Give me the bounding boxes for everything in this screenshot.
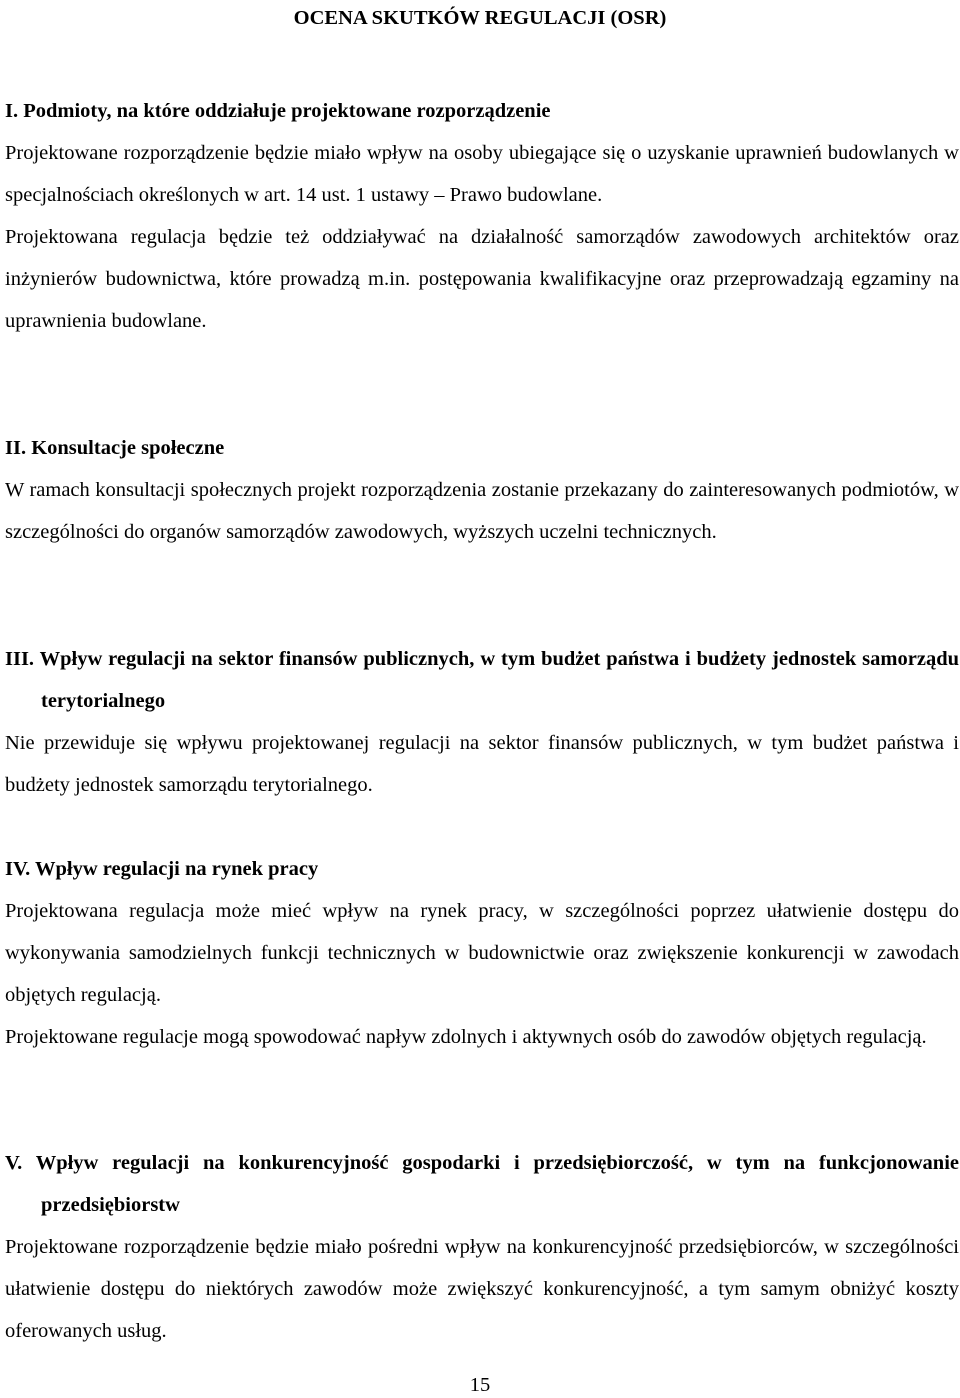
section-labour-market [5, 848, 959, 1058]
section-heading: IV. Wpływ regulacji na rynek pracy [5, 858, 319, 880]
document-title: OCENA SKUTKÓW REGULACJI (OSR) [293, 7, 667, 29]
section-heading: II. Konsultacje społeczne [5, 437, 225, 459]
section-competitiveness [5, 1142, 959, 1352]
section-paragraph: Nie przewiduje się wpływu projektowanej regulacji na sektor finansów publicznych, w tym budżet państwa i budżety jednostek samorządu terytorialnego. [5, 732, 959, 796]
page-number: 15 [469, 1374, 491, 1396]
section-heading: I. Podmioty, na które oddziałuje projektowane rozporządzenie [5, 100, 551, 122]
section-entities [5, 90, 959, 342]
section-paragraph: Projektowane rozporządzenie będzie miało pośredni wpływ na konkurencyjność przedsiębiorców, w szczególności ułatwienie dostępu do niektórych zawodów może zwiększyć konkurencyjność, a tym samym obniżyć koszty oferowanych usług. [5, 1236, 959, 1342]
section-consultations [5, 427, 959, 553]
section-heading: III. Wpływ regulacji na sektor finansów publicznych, w tym budżet państwa i budżety jednostek samorządu terytorialnego [5, 648, 959, 712]
section-heading: V. Wpływ regulacji na konkurencyjność gospodarki i przedsiębiorczość, w tym na funkcjonowanie przedsiębiorstw [5, 1152, 959, 1216]
section-paragraph: W ramach konsultacji społecznych projekt rozporządzenia zostanie przekazany do zainteresowanych podmiotów, w szczególności do organów samorządów zawodowych, wyższych uczelni technicznych. [5, 479, 959, 543]
section-paragraph: Projektowane regulacje mogą spowodować napływ zdolnych i aktywnych osób do zawodów objętych regulacją. [5, 1026, 927, 1048]
section-paragraph: Projektowane rozporządzenie będzie miało wpływ na osoby ubiegające się o uzyskanie uprawnień budowlanych w specjalnościach określonych w art. 14 ust. 1 ustawy – Prawo budowlane. [5, 142, 959, 206]
section-public-finance [5, 638, 959, 806]
section-paragraph: Projektowana regulacja będzie też oddziaływać na działalność samorządów zawodowych architektów oraz inżynierów budownictwa, które prowadzą m.in. postępowania kwalifikacyjne oraz przeprowadzają egzaminy na uprawnienia budowlane. [5, 226, 959, 332]
section-paragraph: Projektowana regulacja może mieć wpływ na rynek pracy, w szczególności poprzez ułatwienie dostępu do wykonywania samodzielnych funkcji technicznych w budownictwie oraz zwiększenie konkurencji w zawodach objętych regulacją. [5, 900, 959, 1006]
